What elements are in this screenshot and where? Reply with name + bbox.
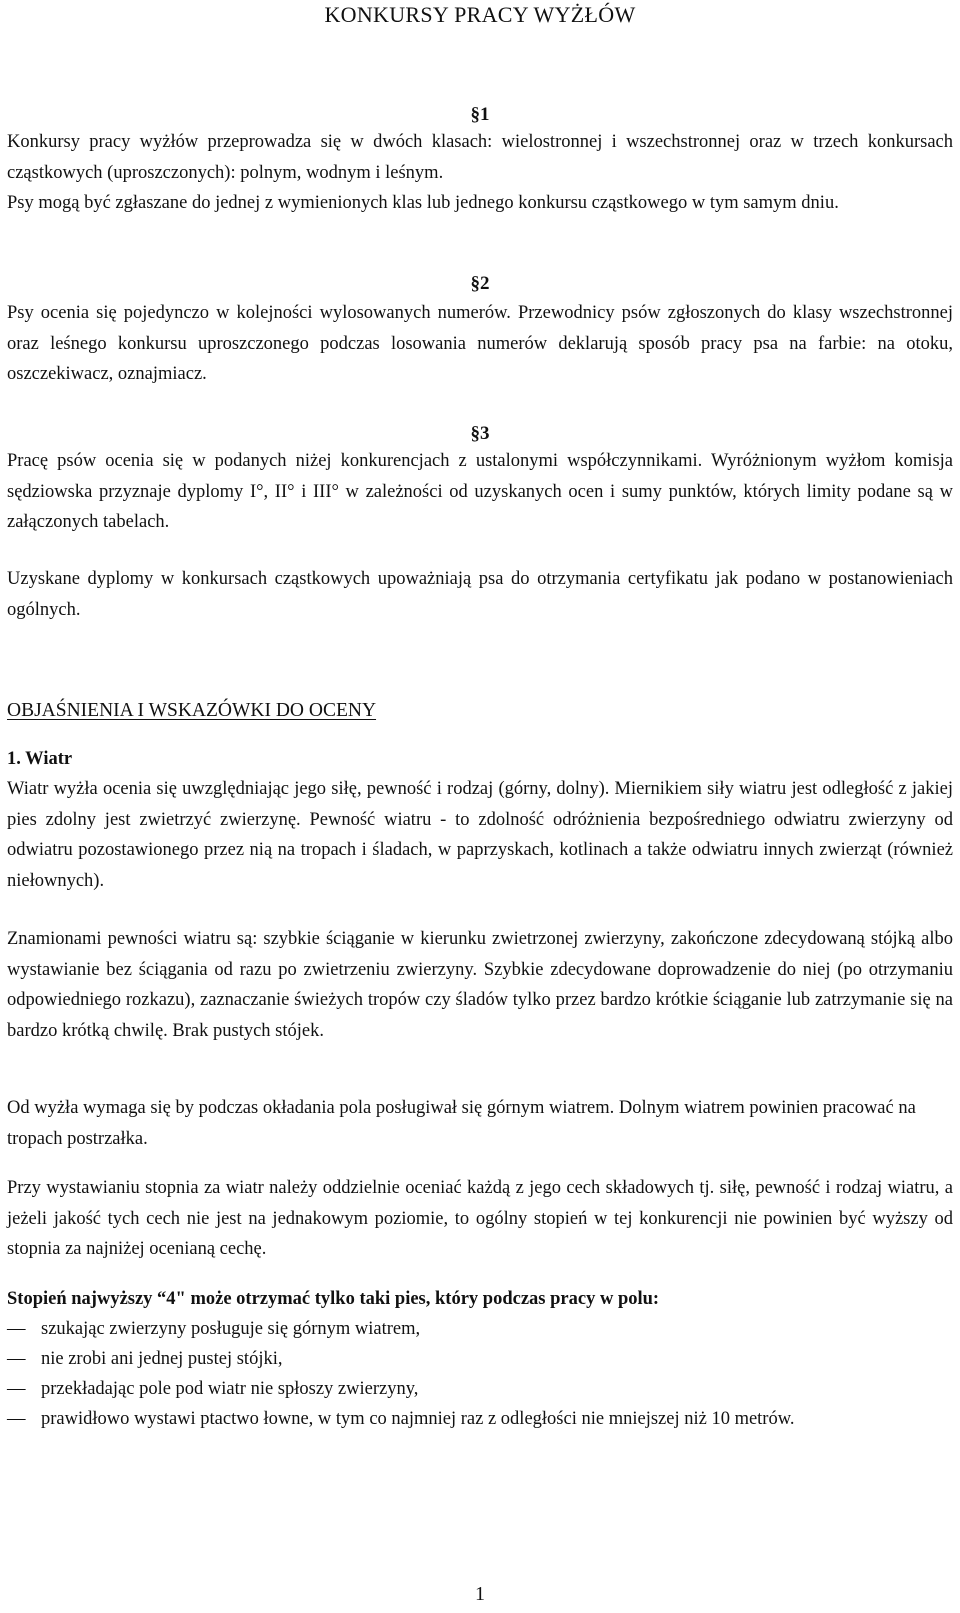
grade-list-item (7, 1314, 953, 1344)
grade-item-text: szukając zwierzyny posługuje się górnym wiatrem, (41, 1319, 421, 1339)
wind-subheading: 1. Wiatr (7, 749, 73, 769)
grade-heading: Stopień najwyższy “4" może otrzymać tylko taki pies, który podczas pracy w polu: (7, 1289, 660, 1309)
section-1-paragraph-1: Konkursy pracy wyżłów przeprowadza się w dwóch klasach: wielostronnej i wszechstronnej oraz w trzech konkursach cząstkowych (uproszczonych): polnym, wodnym i leśnym. (7, 132, 953, 183)
wind-paragraph-4: Przy wystawianiu stopnia za wiatr należy oddzielnie oceniać każdą z jego cech składowych tj. siłę, pewność i rodzaj wiatru, a jeżeli jakość tych cech nie jest na jednakowym poziomie, to ogólny stopień w tej konkurencji nie powinien być wyższy od stopnia za najniżej ocenianą cechę. (7, 1178, 953, 1259)
section-number-2: §2 (470, 273, 490, 294)
section-1-paragraph-2: Psy mogą być zgłaszane do jednej z wymienionych klas lub jednego konkursu cząstkowego w tym samym dniu. (7, 193, 839, 213)
section-number-3: §3 (470, 423, 490, 444)
grade-list-item (7, 1374, 953, 1404)
wind-paragraph-3: Od wyżła wymaga się by podczas okładania pola posługiwał się górnym wiatrem. Dolnym wiatrem powinien pracować na tropach postrzałka. (7, 1098, 916, 1149)
grade-item-text: prawidłowo wystawi ptactwo łowne, w tym co najmniej raz z odległości nie mniejszej niż 10 metrów. (41, 1409, 795, 1429)
grade-list-item (7, 1344, 953, 1374)
dash-bullet-icon: — (7, 1349, 26, 1369)
section-3-paragraph-2: Uzyskane dyplomy w konkursach cząstkowych upoważniają psa do otrzymania certyfikatu jak podano w postanowieniach ogólnych. (7, 569, 953, 620)
grade-item-text: nie zrobi ani jednej pustej stójki, (41, 1349, 283, 1369)
section-3-paragraph-1: Pracę psów ocenia się w podanych niżej konkurencjach z ustalonymi współczynnikami. Wyróżnionym wyżłom komisja sędziowska przyznaje dyplomy I°, II° i III° w zależności od uzyskanych ocen i sumy punktów, których limity podane są w załączonych tabelach. (7, 451, 953, 532)
section-2-paragraph-1: Psy ocenia się pojedynczo w kolejności wylosowanych numerów. Przewodnicy psów zgłoszonych do klasy wszechstronnej oraz leśnego konkursu uproszczonego podczas losowania numerów deklarują sposób pracy psa na farbie: na otoku, oszczekiwacz, oznajmiacz. (7, 303, 953, 384)
wind-paragraph-2: Znamionami pewności wiatru są: szybkie ściąganie w kierunku zwietrzonej zwierzyny, zakończone zdecydowaną stójką albo wystawianie bez ściągania od razu po zwietrzeniu zwierzyny. Szybkie zdecydowane doprowadzenie do niej (po otrzymaniu odpowiedniego rozkazu), zaznaczanie świeżych tropów czy śladów tylko przez bardzo krótkie ściąganie lub zatrzymanie się na bardzo krótką chwilę. Brak pustych stójek. (7, 929, 953, 1041)
dash-bullet-icon: — (7, 1319, 26, 1339)
grade-item-text: przekładając pole pod wiatr nie spłoszy zwierzyny, (41, 1379, 419, 1399)
grade-list-item (7, 1404, 953, 1434)
section-number-1: §1 (470, 104, 490, 125)
explanations-heading: OBJAŚNIENIA I WSKAZÓWKI DO OCENY (7, 700, 377, 721)
page-number: 1 (475, 1583, 485, 1605)
dash-bullet-icon: — (7, 1379, 26, 1399)
document-title: KONKURSY PRACY WYŻŁÓW (324, 2, 636, 27)
dash-bullet-icon: — (7, 1409, 26, 1429)
wind-paragraph-1: Wiatr wyżła ocenia się uwzględniając jego siłę, pewność i rodzaj (górny, dolny). Miernikiem siły wiatru jest odległość z jakiej pies zdolny jest zwietrzyć zwierzynę. Pewność wiatru - to zdolność odróżnienia bezpośredniego odwiatru zwierzyny od odwiatru pozostawionego przez nią na tropach i śladach, w paprzyskach, kotlinach a także odwiatru innych zwierząt (również niełownych). (7, 779, 953, 891)
